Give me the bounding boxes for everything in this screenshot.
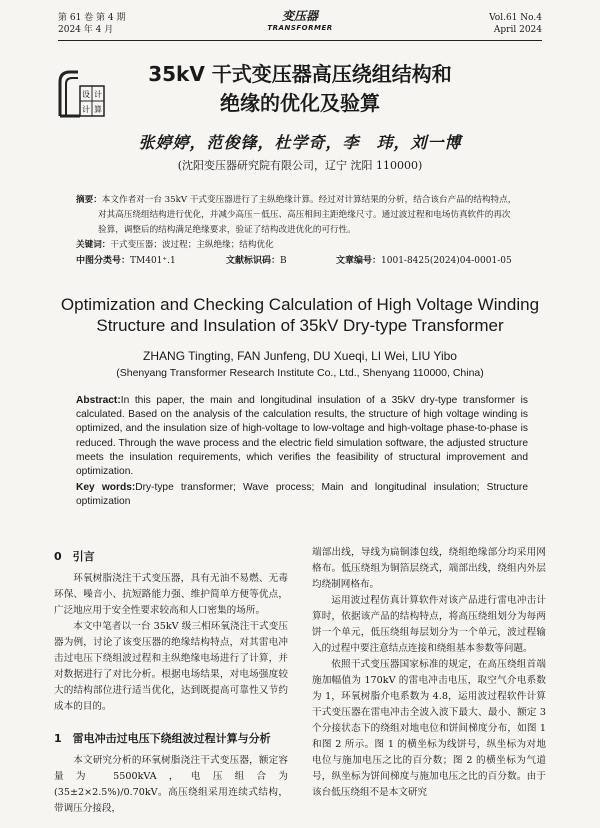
keywords-en: Dry-type transformer; Wave process; Main and longitudinal insulation; Structure optimization (76, 482, 528, 508)
affiliation-en: (Shenyang Transformer Research Institute Co., Ltd., Shenyang 110000, China) (116, 367, 484, 379)
body-paragraph: 本文研究分析的环氧树脂浇注干式变压器，额定容量为 5500kVA，电压组合为 (35±2×2.5%)/0.70kV。高压绕组采用连续式结构，带调压分接段， (54, 755, 288, 814)
date-line-cn: 2024 年 4 月 (58, 25, 114, 35)
paper-title-en (40, 294, 560, 336)
journal-name-cn: 变压器 (281, 9, 318, 23)
abstract-cn-block (76, 193, 528, 269)
body-paragraph: 环氧树脂浇注干式变压器，具有无油不易燃、无毒环保、噪音小、抗短路能力强、维护简单方便等优点，广泛地应用于安全性要求较高和人口密集的场所。 (54, 573, 288, 616)
journal-name (240, 10, 360, 34)
volume-issue (58, 12, 125, 36)
abstract-cn-line1: 本文作者对一台 35kV 干式变压器进行了主纵绝缘计算。经过对计算结果的分析，结合该台产品的结构特点， (101, 195, 517, 205)
abstract-en-text: In this paper, the main and longitudinal insulation of a 35kV dry-type transformer is calculated. Based on the analysis of the calculation results, the structure of high voltage winding is optimized, and the insulation size of high-voltage to low-voltage and high-voltage phase-to-phase is reduced. Through the wave process and the electric field simulation software, the adjusted structure meets the insulation requirements, which verifies the feasibility of structural improvement and optimization. (76, 395, 528, 478)
abstract-en-label: Abstract: (76, 395, 121, 406)
classification-row (76, 254, 528, 269)
paper-title-cn (110, 60, 490, 118)
volume-issue-en (489, 12, 542, 36)
body-paragraph: 运用波过程仿真计算软件对该产品进行雷电冲击计算时，依据该产品的结构特点，将高压绕组划分为每两饼一个单元，低压绕组每层划分为一个单元，波过程输入的过程中要注意结点连接和绕组基本参数等问题。 (312, 595, 546, 654)
logo-char-2: 计 (94, 90, 102, 99)
title-cn-line1: 35kV 干式变压器高压绕组结构和 (148, 62, 452, 86)
title-cn-line2: 绝缘的优化及验算 (220, 91, 380, 115)
abstract-en-block (76, 394, 528, 510)
body-paragraph: 依照干式变压器国家标准的规定，在高压绕组首端施加幅值为 170kV 的雷电冲击电压，取空气介电系数为 1，环氧树脂介电系数为 4.8，运用波过程软件计算干式变压器在雷电冲击全波入波下最大、最小、额定 3 个分接状态下的绕组对地电位和饼间梯度分布，如图 1 和图 2 所示。图 1 的横坐标为线饼号，纵坐标为对地电位与施加电压之比的百分数；图 2 的横坐标为气道号，纵坐标为饼间梯度与施加电压之比的百分数。由于该台低压绕组不是本文研究 (312, 659, 546, 798)
authors-cn: 张婷婷，范俊锋，杜学奇，李 玮，刘一博 (138, 133, 462, 152)
section-heading-1: 1 雷电冲击过电压下绕组波过程计算与分析 (54, 732, 271, 745)
authors-en: ZHANG Tingting, FAN Junfeng, DU Xueqi, LI Wei, LIU Yibo (143, 349, 457, 363)
logo-char-3: 计 (82, 105, 90, 114)
abstract-cn-line3: 验算，调整后的结构满足绝缘要求，验证了结构改进优化的可行性。 (98, 225, 356, 235)
doc-code: B (280, 256, 287, 266)
body-paragraph: 本文中笔者以一台 35kV 级三相环氧浇注干式变压器为例，讨论了该变压器的绝缘结构特点，对其雷电冲击过电压下绕组波过程和主纵绝缘电场进行了计算，并对数据进行了对比分析。根据电场结果，对电场强度较大的结构部位进行适当优化，达到既提高可靠性又节约成本的目的。 (54, 621, 288, 712)
abstract-cn-label: 摘要： (76, 195, 102, 205)
clc-label: 中图分类号： (76, 256, 131, 266)
body-paragraph: 端部出线，导线为扁铜漆包线，绕组绝缘部分均采用网格布。低压绕组为铜箔层绕式，端部出线，绕组内外层均绕制网格布。 (312, 547, 546, 590)
keywords-cn: 干式变压器；波过程；主纵绝缘；结构优化 (110, 240, 274, 250)
affiliation-cn: (沈阳变压器研究院有限公司，辽宁 沈阳 110000) (177, 159, 423, 172)
body-column-left (54, 545, 288, 817)
journal-name-en: TRANSFORMER (267, 24, 333, 32)
article-id-label: 文章编号： (336, 256, 382, 266)
article-id: 1001-8425(2024)04-0001-05 (381, 256, 512, 266)
doc-code-label: 文献标识码： (226, 256, 281, 266)
volume-line: 第 61 卷 第 4 期 (58, 13, 126, 23)
body-column-right (312, 545, 546, 801)
header-rule (58, 40, 542, 41)
keywords-en-label: Key words: (76, 482, 136, 494)
design-calculation-logo (56, 68, 106, 122)
title-en-line2: Structure and Insulation of 35kV Dry-type Transformer (96, 316, 504, 335)
section-heading-intro: 0 引言 (54, 550, 95, 563)
page-header (0, 10, 600, 40)
volume-line-en: Vol.61 No.4 (489, 13, 542, 23)
logo-char-4: 算 (94, 105, 102, 114)
abstract-cn-line2: 对其高压绕组结构进行优化，并减少高压－低压、高压相间主距绝缘尺寸。通过波过程和电场仿真软件的再次 (98, 210, 511, 220)
title-en-line1: Optimization and Checking Calculation of High Voltage Winding (60, 295, 540, 314)
logo-char-1: 设 (82, 90, 90, 99)
keywords-cn-label: 关键词： (76, 240, 111, 250)
date-line-en: April 2024 (493, 25, 542, 35)
clc-number: TM401⁺.1 (130, 256, 176, 266)
